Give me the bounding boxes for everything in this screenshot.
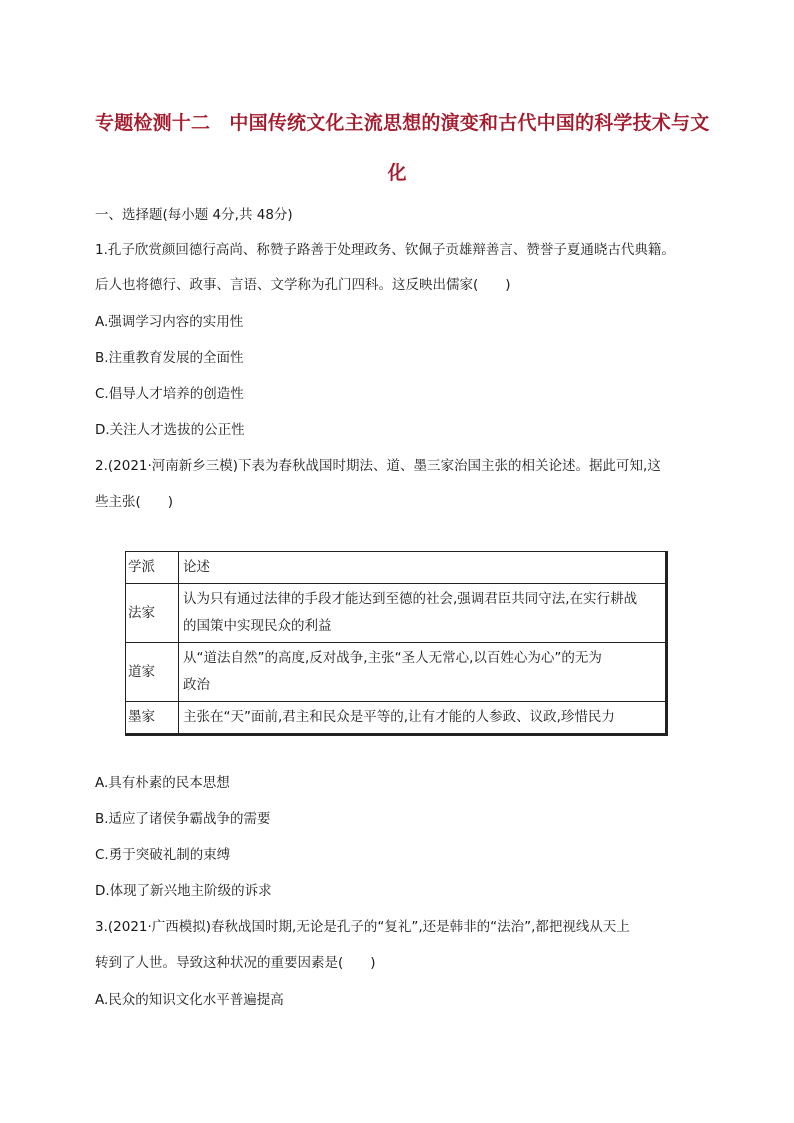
- schools-table: [125, 551, 668, 736]
- q3-option-a: A.民众的知识文化水平普遍提高: [95, 992, 284, 1008]
- q2-option-c: C.勇于突破礼制的束缚: [95, 847, 231, 863]
- table-cell-school: 法家: [126, 584, 179, 643]
- q2-stem-line1: 2.(2021·河南新乡三模)下表为春秋战国时期法、道、墨三家治国主张的相关论述。据此可知,这: [95, 458, 661, 474]
- table-cell-line: 认为只有通过法律的手段才能达到至德的社会,强调君臣共同守法,在实行耕战: [183, 591, 638, 607]
- table-cell-text: [179, 643, 667, 702]
- table-cell-line: 从“道法自然”的高度,反对战争,主张“圣人无常心,以百姓心为心”的无为: [183, 650, 602, 666]
- page-title-line2: 化: [387, 162, 407, 184]
- q3-stem-line2: 转到了人世。导致这种状况的重要因素是( ): [95, 955, 376, 971]
- table-cell-line: 的国策中实现民众的利益: [183, 618, 332, 634]
- q2-option-a: A.具有朴素的民本思想: [95, 775, 230, 791]
- q2-option-b: B.适应了诸侯争霸战争的需要: [95, 811, 271, 827]
- table-cell-line: 主张在“天”面前,君主和民众是平等的,让有才能的人参政、议政,珍惜民力: [183, 709, 615, 725]
- q1-option-b: B.注重教育发展的全面性: [95, 350, 244, 366]
- q1-option-a: A.强调学习内容的实用性: [95, 314, 244, 330]
- table-header-school: 学派: [126, 552, 179, 584]
- q1-stem-line1: 1.孔子欣赏颜回德行高尚、称赞子路善于处理政务、钦佩子贡雄辩善言、赞誉子夏通晓古代典籍。: [95, 242, 675, 258]
- section-heading: 一、选择题(每小题 4分,共 48分): [95, 207, 293, 223]
- q3-stem-line1: 3.(2021·广西模拟)春秋战国时期,无论是孔子的“复礼”,还是韩非的“法治”,都把视线从天上: [95, 919, 630, 935]
- table-cell-text: [179, 702, 667, 735]
- table-row: [126, 702, 667, 735]
- table-cell-school: 墨家: [126, 702, 179, 735]
- page-title-line1: 专题检测十二 中国传统文化主流思想的演变和古代中国的科学技术与文: [95, 112, 710, 134]
- q2-stem-line2: 些主张( ): [95, 494, 174, 510]
- table-cell-school: 道家: [126, 643, 179, 702]
- table-header-row: [126, 552, 667, 584]
- table-row: [126, 643, 667, 702]
- q1-stem-line2: 后人也将德行、政事、言语、文学称为孔门四科。这反映出儒家( ): [95, 277, 511, 293]
- table-cell-text: [179, 584, 667, 643]
- q1-option-c: C.倡导人才培养的创造性: [95, 386, 244, 402]
- q2-option-d: D.体现了新兴地主阶级的诉求: [95, 883, 272, 899]
- table-cell-line: 政治: [183, 677, 210, 693]
- table-header-text: 论述: [179, 552, 667, 584]
- q1-option-d: D.关注人才选拔的公正性: [95, 422, 245, 438]
- table-row: [126, 584, 667, 643]
